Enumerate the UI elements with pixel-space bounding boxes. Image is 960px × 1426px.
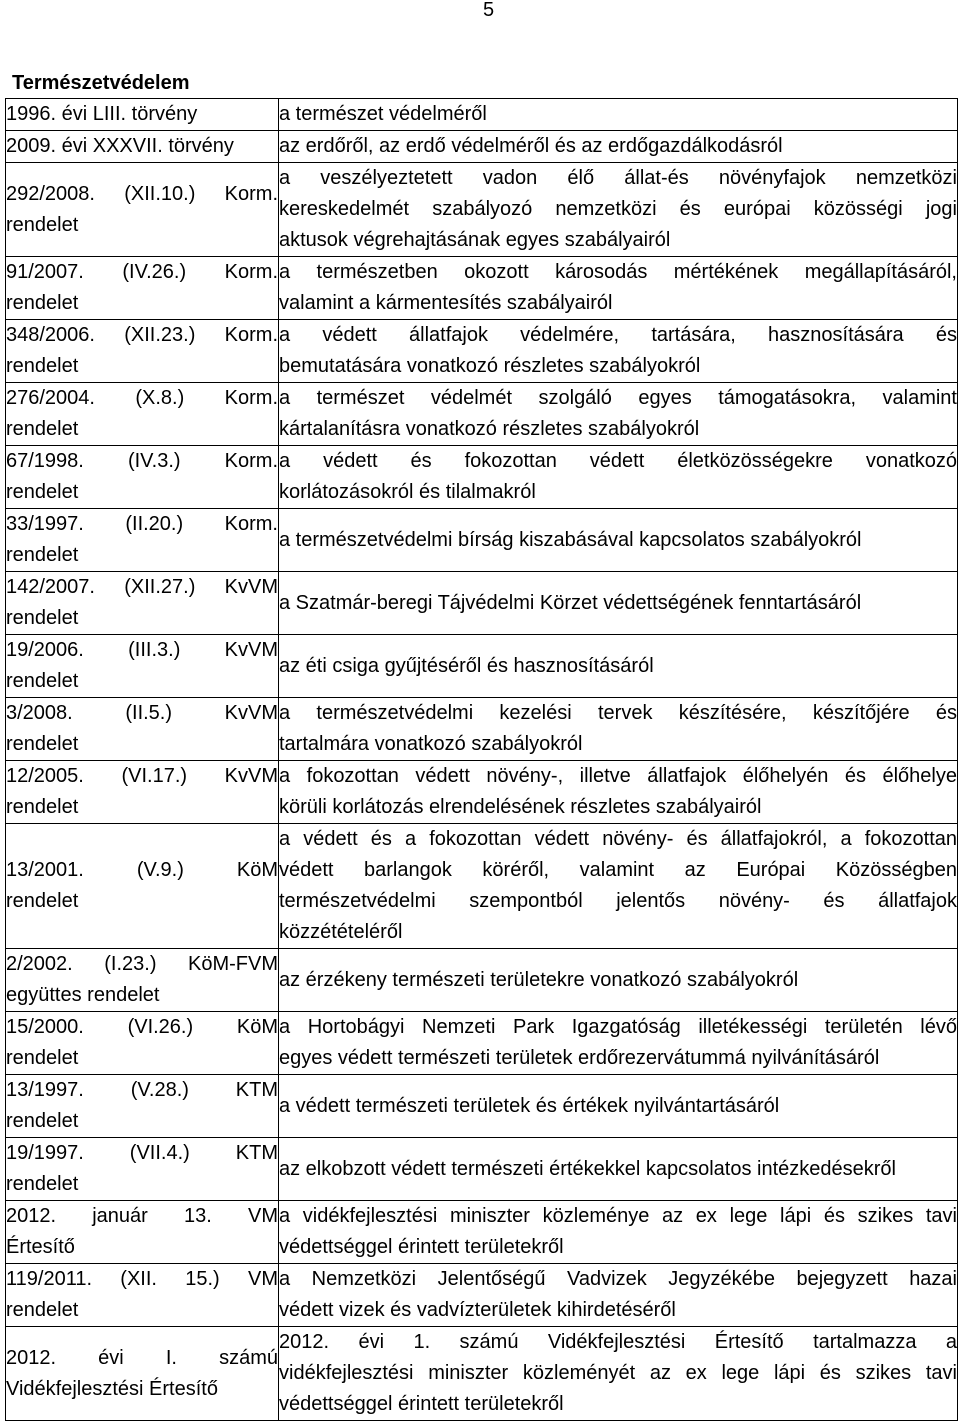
subject-line: védett barlangok köréről, valamint az Európai Közösségben [279, 859, 957, 881]
reference-line: rendelet [6, 796, 79, 818]
subject-line: vidékfejlesztési miniszter közleményét az ex lege lápi és szikes tavi [279, 1362, 957, 1384]
subject-cell [279, 163, 958, 257]
reference-line: rendelet [6, 418, 79, 440]
subject-cell [279, 257, 958, 320]
subject-cell [279, 1201, 958, 1264]
legal-reference-cell [6, 1264, 279, 1327]
subject-line: a fokozottan védett növény-, illetve állatfajok élőhelyén és élőhelye [279, 765, 957, 787]
subject-line: egyes védett természeti területek erdőrezervátummá nyilvánításáról [279, 1047, 880, 1069]
table-row [6, 635, 958, 698]
reference-line: 67/1998. (IV.3.) Korm. [6, 450, 278, 472]
subject-line: kereskedelmét szabályozó nemzetközi és európai közösségi jogi [279, 198, 957, 220]
reference-line: 12/2005. (VI.17.) KvVM [6, 765, 278, 787]
table-row [6, 1201, 958, 1264]
legal-reference-cell [6, 320, 279, 383]
reference-line: 142/2007. (XII.27.) KvVM [6, 576, 278, 598]
reference-line: 3/2008. (II.5.) KvVM [6, 702, 278, 724]
table-row [6, 257, 958, 320]
subject-line: természetvédelmi szempontból jelentős növény- és állatfajok [279, 890, 957, 912]
subject-line: a természetvédelmi bírság kiszabásával kapcsolatos szabályokról [279, 528, 862, 551]
reference-line: rendelet [6, 890, 79, 912]
reference-line: rendelet [6, 1047, 79, 1069]
subject-line: a védett és fokozottan védett életközösségekre vonatkozó [279, 450, 957, 472]
legal-reference-cell [6, 635, 279, 698]
table-row [6, 949, 958, 1012]
subject-line: tartalmára vonatkozó szabályokról [279, 733, 583, 755]
subject-cell [279, 1138, 958, 1201]
reference-line: együttes rendelet [6, 984, 160, 1006]
subject-cell [279, 99, 958, 131]
subject-line: a védett és a fokozottan védett növény- és állatfajokról, a fokozottan [279, 828, 957, 850]
subject-line: a Szatmár-beregi Tájvédelmi Körzet védettségének fenntartásáról [279, 591, 862, 614]
reference-line: rendelet [6, 1110, 79, 1132]
subject-cell [279, 1327, 958, 1421]
table-row [6, 761, 958, 824]
reference-line: 91/2007. (IV.26.) Korm. [6, 261, 278, 283]
subject-line: bemutatására vonatkozó részletes szabályokról [279, 355, 701, 377]
subject-cell [279, 698, 958, 761]
legal-reference-cell [6, 446, 279, 509]
legal-reference-cell [6, 698, 279, 761]
legislation-table [5, 98, 958, 1421]
table-row [6, 1138, 958, 1201]
table-row [6, 446, 958, 509]
table-row [6, 509, 958, 572]
subject-line: körüli korlátozás elrendelésének részletes szabályairól [279, 796, 762, 818]
subject-line: a Nemzetközi Jelentőségű Vadvizek Jegyzékébe bejegyzett hazai [279, 1268, 957, 1290]
reference-line: Vidékfejlesztési Értesítő [6, 1377, 218, 1400]
subject-line: a természetvédelmi kezelési tervek készítésére, készítőjére és [279, 702, 957, 724]
subject-line: védettséggel érintett területekről [279, 1236, 564, 1258]
legal-reference-cell [6, 1075, 279, 1138]
reference-line: 13/1997. (V.28.) KTM [6, 1079, 278, 1101]
table-row [6, 698, 958, 761]
table-row [6, 383, 958, 446]
subject-line: a védett természeti területek és értékek nyilvántartásáról [279, 1094, 780, 1117]
legal-reference-cell [6, 1327, 279, 1421]
reference-line: 19/1997. (VII.4.) KTM [6, 1142, 278, 1164]
subject-cell [279, 1264, 958, 1327]
table-row [6, 131, 958, 163]
subject-line: a természet védelméről [279, 103, 487, 125]
reference-line: rendelet [6, 481, 79, 503]
reference-line: rendelet [6, 733, 79, 755]
section-heading: Természetvédelem [12, 72, 190, 94]
reference-line: 19/2006. (III.3.) KvVM [6, 639, 278, 661]
subject-cell [279, 949, 958, 1012]
table-row [6, 1075, 958, 1138]
table-row [6, 1264, 958, 1327]
subject-line: a természetben okozott károsodás mértékének megállapításáról, [279, 261, 957, 283]
reference-line: rendelet [6, 213, 79, 236]
page-number: 5 [483, 0, 495, 21]
reference-line: rendelet [6, 355, 79, 377]
legal-reference-cell [6, 383, 279, 446]
reference-line: 348/2006. (XII.23.) Korm. [6, 324, 278, 346]
legal-reference-cell [6, 824, 279, 949]
table-row [6, 824, 958, 949]
subject-line: aktusok végrehajtásának egyes szabályairól [279, 229, 671, 251]
subject-line: az érzékeny természeti területekre vonatkozó szabályokról [279, 968, 799, 991]
legal-reference-cell [6, 1138, 279, 1201]
subject-line: kártalanításra vonatkozó részletes szabályokról [279, 418, 700, 440]
legal-reference-cell [6, 949, 279, 1012]
subject-line: védettséggel érintett területekről [279, 1393, 564, 1415]
subject-line: a vidékfejlesztési miniszter közleménye az ex lege lápi és szikes tavi [279, 1205, 957, 1227]
table-row [6, 1327, 958, 1421]
subject-line: korlátozásokról és tilalmakról [279, 481, 536, 503]
legal-reference-cell [6, 1201, 279, 1264]
subject-cell [279, 824, 958, 949]
table-row [6, 1012, 958, 1075]
reference-line: rendelet [6, 607, 79, 629]
subject-cell [279, 383, 958, 446]
subject-line: a természet védelmét szolgáló egyes támogatásokra, valamint [279, 387, 957, 409]
subject-cell [279, 761, 958, 824]
reference-line: 2/2002. (I.23.) KöM-FVM [6, 953, 278, 975]
legal-reference-cell [6, 131, 279, 163]
reference-line: 292/2008. (XII.10.) Korm. [6, 182, 278, 205]
subject-line: közzétételéről [279, 921, 403, 943]
legal-reference-cell [6, 257, 279, 320]
subject-cell [279, 320, 958, 383]
legal-reference-cell [6, 99, 279, 131]
subject-line: az éti csiga gyűjtéséről és hasznosításáról [279, 654, 654, 677]
legal-reference-cell [6, 509, 279, 572]
reference-line: rendelet [6, 670, 79, 692]
reference-line: 33/1997. (II.20.) Korm. [6, 513, 278, 535]
subject-line: valamint a kármentesítés szabályairól [279, 292, 613, 314]
subject-cell [279, 1075, 958, 1138]
reference-line: 276/2004. (X.8.) Korm. [6, 387, 278, 409]
legislation-table-body [6, 99, 958, 1421]
reference-line: 15/2000. (VI.26.) KöM [6, 1016, 278, 1038]
subject-line: a védett állatfajok védelmére, tartására, hasznosítására és [279, 324, 957, 346]
reference-line: rendelet [6, 1299, 79, 1321]
subject-line: a veszélyeztetett vadon élő állat-és növényfajok nemzetközi [279, 167, 957, 189]
subject-cell [279, 1012, 958, 1075]
reference-line: Értesítő [6, 1236, 75, 1258]
legal-reference-cell [6, 163, 279, 257]
subject-line: az elkobzott védett természeti értékekkel kapcsolatos intézkedésekről [279, 1157, 896, 1180]
subject-cell [279, 446, 958, 509]
table-row [6, 163, 958, 257]
legal-reference-cell [6, 761, 279, 824]
subject-line: 2012. évi 1. számú Vidékfejlesztési Értesítő tartalmazza a [279, 1331, 957, 1353]
reference-line: 119/2011. (XII. 15.) VM [6, 1268, 278, 1290]
legal-reference-cell [6, 1012, 279, 1075]
subject-cell [279, 509, 958, 572]
reference-line: rendelet [6, 292, 79, 314]
reference-line: 1996. évi LIII. törvény [6, 103, 198, 125]
subject-line: védett vizek és vadvízterületek kihirdetéséről [279, 1299, 676, 1321]
reference-line: 2012. évi I. számú [6, 1346, 278, 1369]
reference-line: 13/2001. (V.9.) KöM [6, 859, 278, 881]
subject-line: az erdőről, az erdő védelméről és az erdőgazdálkodásról [279, 135, 783, 157]
reference-line: 2012. január 13. VM [6, 1205, 278, 1227]
reference-line: rendelet [6, 1173, 79, 1195]
table-row [6, 320, 958, 383]
subject-line: a Hortobágyi Nemzeti Park Igazgatóság illetékességi területén lévő [279, 1016, 957, 1038]
table-row [6, 572, 958, 635]
subject-cell [279, 572, 958, 635]
table-row [6, 99, 958, 131]
reference-line: 2009. évi XXXVII. törvény [6, 135, 234, 157]
reference-line: rendelet [6, 544, 79, 566]
subject-cell [279, 131, 958, 163]
subject-cell [279, 635, 958, 698]
legal-reference-cell [6, 572, 279, 635]
